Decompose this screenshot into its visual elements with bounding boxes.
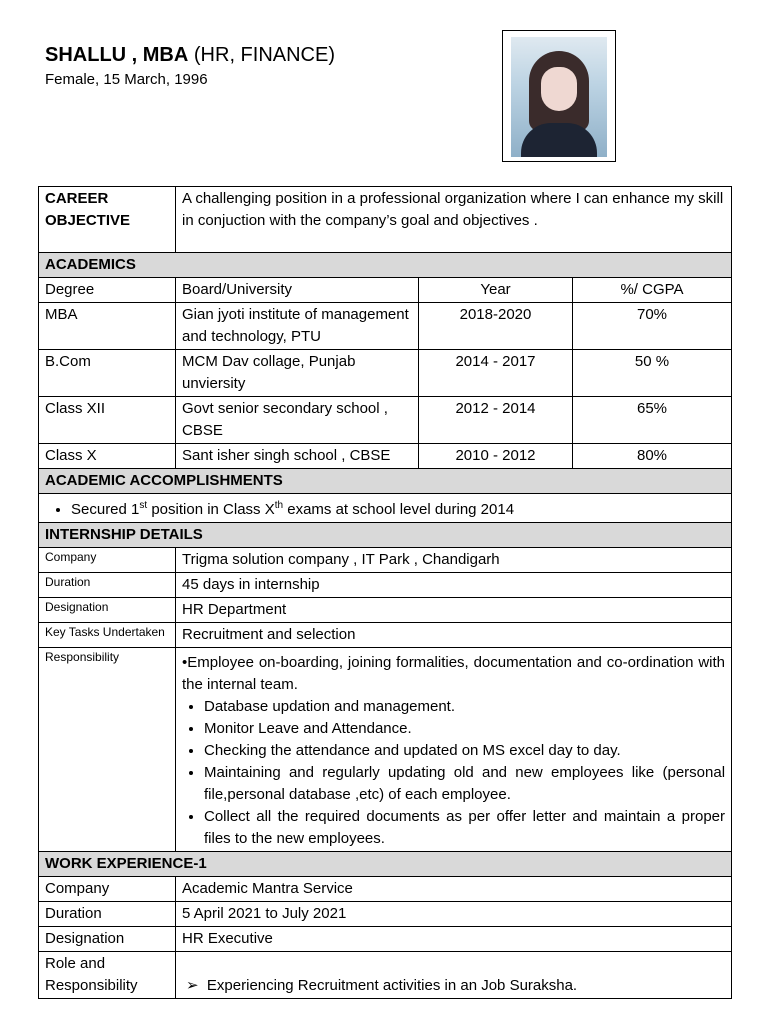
internship-designation-label: Designation xyxy=(39,598,176,623)
internship-tasks-row xyxy=(39,623,732,648)
list-item: • Database updation and management. xyxy=(204,696,725,718)
work-duration-row xyxy=(39,902,732,927)
career-objective-label: CAREER OBJECTIVE xyxy=(39,187,176,253)
internship-duration: 45 days in internship xyxy=(176,573,732,598)
internship-duration-label: Duration xyxy=(39,573,176,598)
profile-photo xyxy=(511,37,607,157)
internship-responsibility xyxy=(176,648,732,852)
internship-company: Trigma solution company , IT Park , Chandigarh xyxy=(176,548,732,573)
internship-company-label: Company xyxy=(39,548,176,573)
resume-table xyxy=(38,186,732,999)
personal-details: Female, 15 March, 1996 xyxy=(45,71,208,88)
candidate-name: SHALLU , MBA xyxy=(45,44,189,66)
internship-section-header: INTERNSHIP DETAILS xyxy=(39,523,732,548)
work-duration: 5 April 2021 to July 2021 xyxy=(176,902,732,927)
internship-company-row xyxy=(39,548,732,573)
work-role: ➢ Experiencing Recruitment activities in an Job Suraksha. xyxy=(176,952,732,999)
internship-designation-row xyxy=(39,598,732,623)
internship-tasks-label: Key Tasks Undertaken xyxy=(39,623,176,648)
col-score: %/ CGPA xyxy=(573,278,732,303)
table-row: Class X Sant isher singh school , CBSE 2010 - 2012 80% xyxy=(39,444,732,469)
candidate-name-line xyxy=(45,43,335,67)
candidate-specialization: (HR, FINANCE) xyxy=(193,44,335,66)
work-company-row xyxy=(39,877,732,902)
internship-responsibility-row xyxy=(39,648,732,852)
internship-responsibility-label: Responsibility xyxy=(39,648,176,852)
list-item: • Maintaining and regularly updating old and new employees like (personal file,personal database ,etc) of each employee. xyxy=(204,762,725,806)
work-designation-row xyxy=(39,927,732,952)
work-designation: HR Executive xyxy=(176,927,732,952)
work-role-row xyxy=(39,952,732,999)
work-experience-section-header: WORK EXPERIENCE-1 xyxy=(39,852,732,877)
work-company-label: Company xyxy=(39,877,176,902)
col-year: Year xyxy=(419,278,573,303)
accomplishments-section-header: ACADEMIC ACCOMPLISHMENTS xyxy=(39,469,732,494)
list-item: • Collect all the required documents as per offer letter and maintain a proper files to the new employees. xyxy=(204,806,725,850)
list-item: • Secured 1st position in Class Xth exams at school level during 2014 xyxy=(71,495,725,521)
col-board: Board/University xyxy=(176,278,419,303)
responsibility-intro: •Employee on-boarding, joining formalities, documentation and co-ordination with the internal team. xyxy=(182,654,726,693)
internship-designation: HR Department xyxy=(176,598,732,623)
arrow-bullet-icon: ➢ xyxy=(186,977,199,994)
work-role-label: Role and Responsibility xyxy=(39,952,176,999)
list-item: • Checking the attendance and updated on MS excel day to day. xyxy=(204,740,725,762)
profile-photo-frame xyxy=(502,30,616,162)
table-row: B.Com MCM Dav collage, Punjab unviersity 2014 - 2017 50 % xyxy=(39,350,732,397)
academics-section-header: ACADEMICS xyxy=(39,253,732,278)
list-item: • Monitor Leave and Attendance. xyxy=(204,718,725,740)
table-row: Class XII Govt senior secondary school , CBSE 2012 - 2014 65% xyxy=(39,397,732,444)
work-company: Academic Mantra Service xyxy=(176,877,732,902)
internship-duration-row xyxy=(39,573,732,598)
career-objective-text: A challenging position in a professional organization where I can enhance my skill in conjuction with the company’s goal and objectives . xyxy=(176,187,732,253)
career-objective-row xyxy=(39,187,732,253)
work-designation-label: Designation xyxy=(39,927,176,952)
resume-header xyxy=(45,43,335,88)
table-row: MBA Gian jyoti institute of management and technology, PTU 2018-2020 70% xyxy=(39,303,732,350)
internship-tasks: Recruitment and selection xyxy=(176,623,732,648)
col-degree: Degree xyxy=(39,278,176,303)
work-duration-label: Duration xyxy=(39,902,176,927)
accomplishment-row xyxy=(39,494,732,523)
academics-column-headers xyxy=(39,278,732,303)
